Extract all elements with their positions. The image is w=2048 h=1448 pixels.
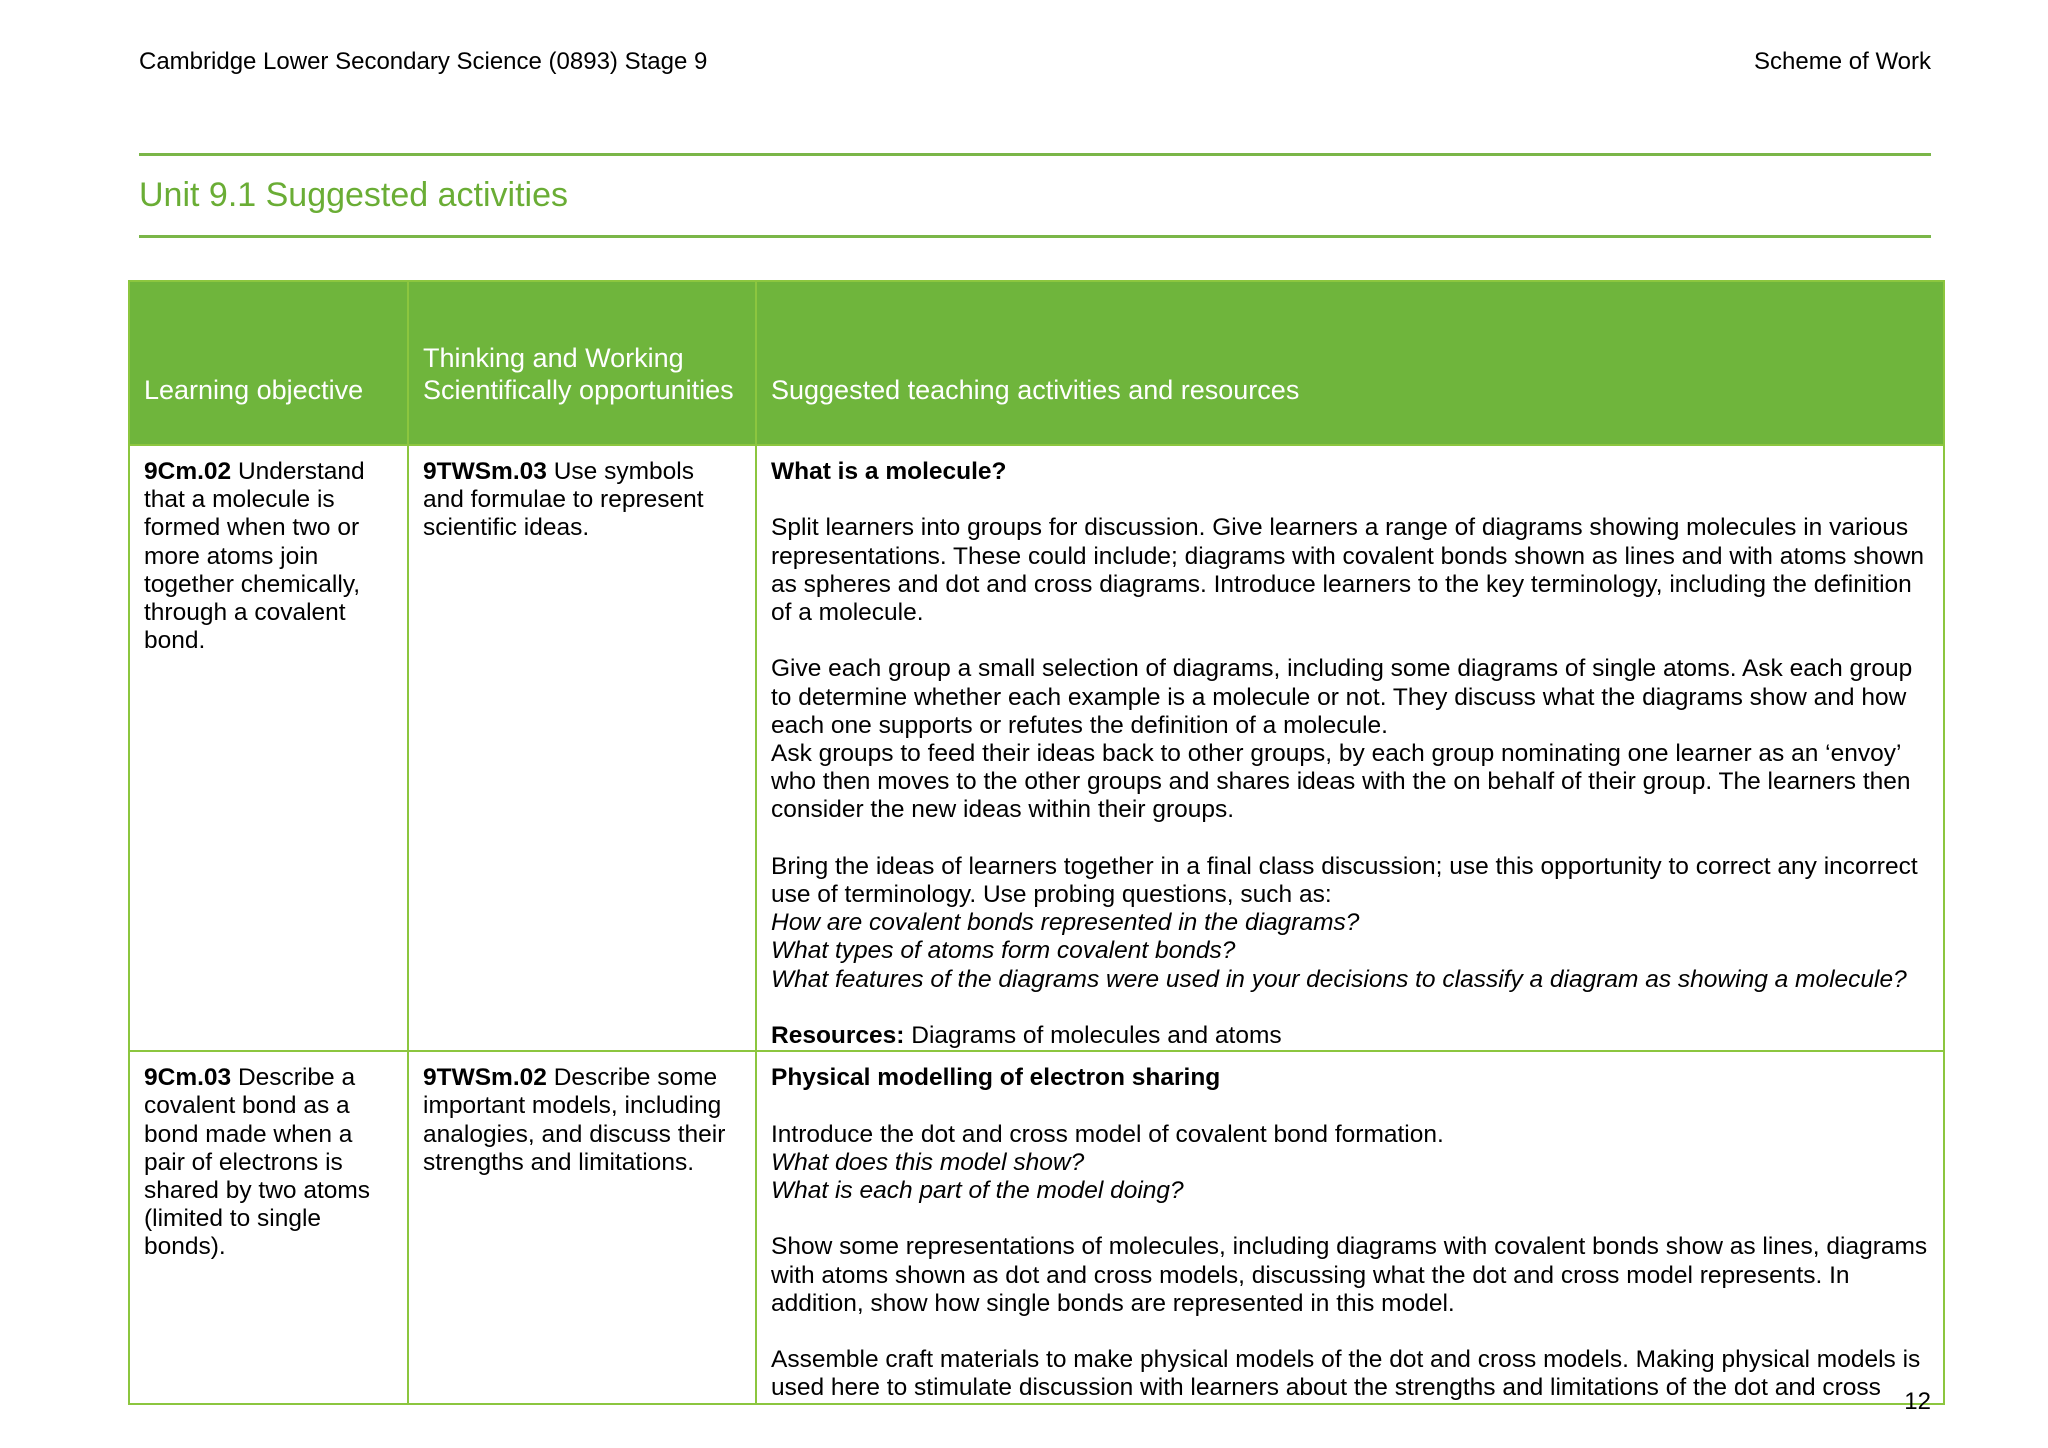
activity-title: What is a molecule?: [771, 458, 1007, 485]
resources-label: Resources:: [771, 1022, 905, 1049]
activity-paragraph: Give each group a small selection of diagrams, including some diagrams of single atoms. Ask each group to determine whether each example is a molecule or not. They discuss what the diagrams show and how each one supports or refutes the definition of a molecule.: [771, 655, 1913, 739]
learning-objective-cell: [129, 445, 408, 1051]
table-row: [129, 445, 1944, 1051]
column-header-learning-objective: Learning objective: [129, 281, 408, 445]
activity-cell: [756, 445, 1944, 1051]
objective-text: Understand that a molecule is formed when two or more atoms join together chemically, through a covalent bond.: [144, 458, 365, 655]
resources-text: Diagrams of molecules and atoms: [904, 1022, 1282, 1049]
activities-table: [128, 280, 1945, 1405]
activity-paragraph: Assemble craft materials to make physical models of the dot and cross models. Making physical models is used here to stimulate discussion with learners about the strengths and limitations of the dot and cross: [771, 1346, 1921, 1402]
learning-objective-cell: [129, 1051, 408, 1403]
twso-text: Use symbols and formulae to represent scientific ideas.: [423, 458, 704, 542]
activity-paragraph: Split learners into groups for discussion. Give learners a range of diagrams showing molecules in various representations. These could include; diagrams with covalent bonds shown as lines and with atoms shown as spheres and dot and cross diagrams. Introduce learners to the key terminology, including the definition of a molecule.: [771, 514, 1925, 626]
top-divider: [139, 153, 1931, 156]
probing-question: How are covalent bonds represented in the diagrams?: [771, 909, 1360, 937]
twso-cell: [408, 1051, 756, 1403]
probing-question: What types of atoms form covalent bonds?: [771, 937, 1236, 965]
column-header-activities: Suggested teaching activities and resources: [756, 281, 1944, 445]
activity-paragraph: Show some representations of molecules, including diagrams with covalent bonds show as lines, diagrams with atoms shown as dot and cross models, discussing what the dot and cross model represents. In addition, show how single bonds are represented in this model.: [771, 1233, 1928, 1317]
header-document-type: Scheme of Work: [1754, 48, 1931, 75]
title-divider: [139, 235, 1931, 238]
activity-title: Physical modelling of electron sharing: [771, 1064, 1221, 1092]
activity-paragraph: Bring the ideas of learners together in a final class discussion; use this opportunity to correct any incorrect use of terminology. Use probing questions, such as:: [771, 852, 1918, 908]
page-title: Unit 9.1 Suggested activities: [139, 176, 569, 214]
twso-code: 9TWSm.03: [423, 458, 547, 485]
probing-question: What does this model show?: [771, 1148, 1085, 1176]
probing-question: What features of the diagrams were used in your decisions to classify a diagram as showing a molecule?: [771, 965, 1907, 993]
header-document-title: Cambridge Lower Secondary Science (0893) Stage 9: [139, 48, 708, 75]
activity-cell: [756, 1051, 1944, 1403]
table-header-row: [129, 281, 1944, 445]
resources-line: [771, 1022, 1929, 1050]
objective-text: Describe a covalent bond as a bond made when a pair of electrons is shared by two atoms (limited to single bonds).: [144, 1064, 371, 1261]
probing-question: What is each part of the model doing?: [771, 1177, 1184, 1204]
activity-paragraph: Ask groups to feed their ideas back to other groups, by each group nominating one learner as an ‘envoy’ who then moves to the other groups and shares ideas with the on behalf of their group. The learners then consider the new ideas within their groups.: [771, 740, 1911, 824]
column-header-twso: Thinking and Working Scientifically opportunities: [408, 281, 756, 445]
twso-text: Describe some important models, including analogies, and discuss their strengths and limitations.: [423, 1064, 726, 1176]
twso-code: 9TWSm.02: [423, 1064, 547, 1092]
table-row: [129, 1051, 1944, 1403]
objective-code: 9Cm.02: [144, 458, 232, 485]
twso-cell: [408, 445, 756, 1051]
objective-code: 9Cm.03: [144, 1064, 232, 1092]
page-number: 12: [1904, 1388, 1931, 1415]
activity-paragraph: Introduce the dot and cross model of covalent bond formation.: [771, 1120, 1444, 1148]
